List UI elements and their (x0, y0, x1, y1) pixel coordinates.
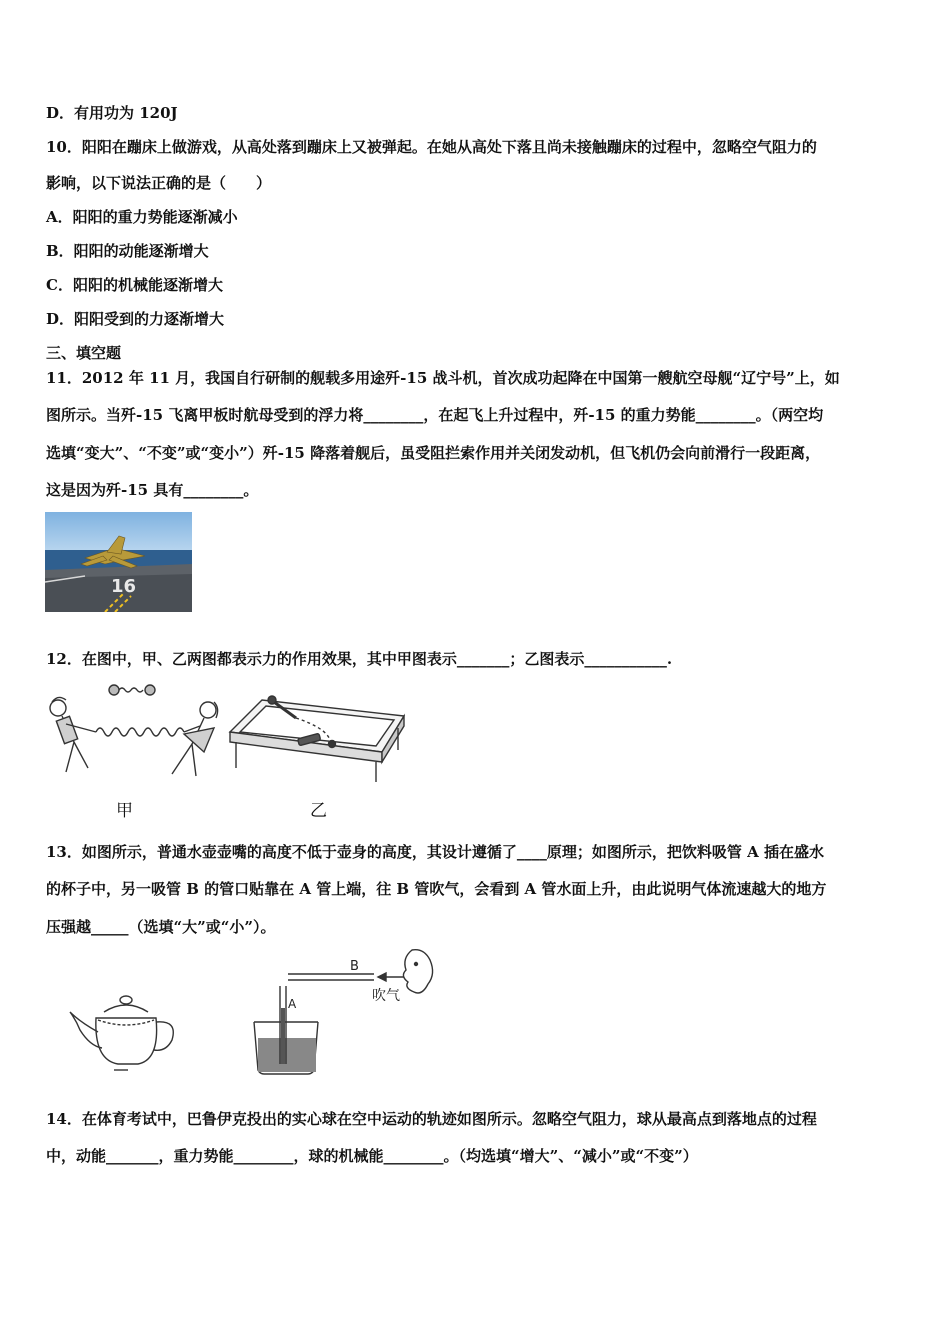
q13-line2: 的杯子中，另一吸管 B 的管口贴靠在 A 管上端，往 B 管吹气，会看到 A 管水面上升，由此说明气体流速越大的地方 (46, 880, 827, 898)
label-a: A (288, 997, 297, 1011)
caption-jia: 甲 (116, 801, 133, 821)
q11-line2: 图所示。当歼-15 飞离甲板时航母受到的浮力将________，在起飞上升过程中，歼-15 的重力势能________。（两空均 (46, 406, 824, 424)
deck-number: 16 (111, 576, 137, 597)
q9-option-d: D．有用功为 120J (46, 104, 178, 122)
label-blow: 吹气 (372, 988, 400, 1004)
teapot-figure (68, 990, 178, 1074)
q10-option-d: D．阳阳受到的力逐渐增大 (46, 310, 225, 328)
figure-jia-spring-pull (44, 680, 224, 782)
q11-line4: 这是因为歼-15 具有________。 (46, 481, 259, 499)
q14-line1: 14．在体育考试中，巴鲁伊克投出的实心球在空中运动的轨迹如图所示。忽略空气阻力，球从最高点到落地点的过程 (46, 1110, 817, 1128)
q11-line1: 11．2012 年 11 月，我国自行研制的舰载多用途歼-15 战斗机，首次成功起降在中国第一艘航空母舰“辽宁号”上，如 (46, 369, 840, 387)
caption-yi: 乙 (310, 801, 327, 821)
q10-option-b: B．阳阳的动能逐渐增大 (46, 242, 209, 260)
label-b: B (350, 959, 359, 974)
q14-line2: 中，动能_______，重力势能________，球的机械能________。（均选填“增大”、“减小”或“不变”） (46, 1147, 698, 1165)
q10-stem-line2: 影响，以下说法正确的是（ ） (46, 174, 272, 192)
figure-yi-ball-magnet (226, 688, 408, 784)
q10-option-c: C．阳阳的机械能逐渐增大 (46, 276, 223, 294)
q11-line3: 选填“变大”、“不变”或“变小”）歼-15 降落着舰后，虽受阻拦索作用并关闭发动机，但飞机仍会向前滑行一段距离， (46, 444, 821, 462)
carrier-jet-photo (45, 512, 192, 612)
q13-line1: 13．如图所示，普通水壶壶嘴的高度不低于壶身的高度，其设计遵循了____原理；如图所示，把饮料吸管 A 插在盛水 (46, 843, 824, 861)
q12-stem: 12．在图中，甲、乙两图都表示力的作用效果，其中甲图表示_______；乙图表示___________. (46, 650, 673, 668)
q10-stem-line1: 10．阳阳在蹦床上做游戏，从高处落到蹦床上又被弹起。在她从高处下落且尚未接触蹦床的过程中，忽略空气阻力的 (46, 138, 817, 156)
straw-beaker-figure (244, 946, 444, 1076)
q10-option-a: A．阳阳的重力势能逐渐减小 (46, 208, 238, 226)
section-title: 三、填空题 (46, 344, 122, 362)
q13-line3: 压强越_____（选填“大”或“小”）。 (46, 918, 276, 936)
